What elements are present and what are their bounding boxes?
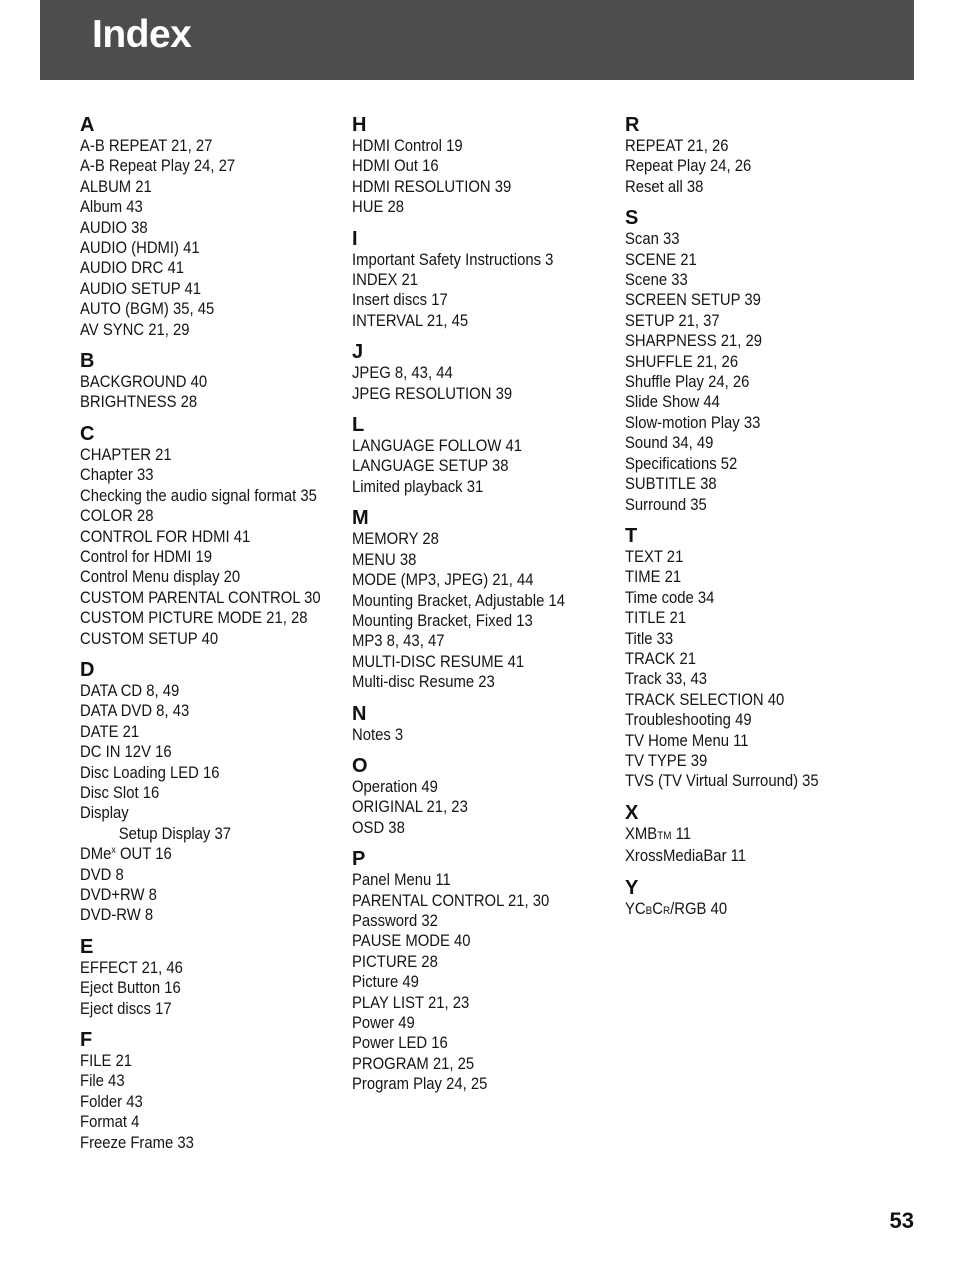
index-column-1	[80, 114, 348, 1163]
index-entry: PROGRAM 21, 25	[352, 1054, 475, 1073]
index-entry: File 43	[80, 1072, 125, 1091]
index-entry: Important Safety Instructions 3	[352, 250, 554, 269]
index-entry: Scan 33	[625, 230, 680, 249]
index-entry: A-B Repeat Play 24, 27	[80, 157, 236, 176]
index-group-m	[352, 507, 620, 692]
index-group-f	[80, 1029, 348, 1153]
index-entry: TIME 21	[625, 568, 682, 587]
index-group-r	[625, 114, 893, 197]
index-entry: Power 49	[352, 1014, 415, 1032]
index-entry: Notes 3	[352, 725, 404, 744]
entry-text: 11	[671, 824, 692, 843]
page-number: 53	[889, 1208, 914, 1233]
index-column-2	[352, 114, 620, 1105]
index-entry: MP3 8, 43, 47	[352, 632, 445, 651]
index-letter-heading: F	[80, 1029, 93, 1052]
entry-text: C	[652, 899, 663, 918]
index-entry: Scene 33	[625, 271, 688, 290]
index-group-h	[352, 114, 620, 218]
index-entry: Control for HDMI 19	[80, 547, 213, 566]
index-entry: Panel Menu 11	[352, 871, 451, 890]
index-entry: Eject Button 16	[80, 979, 181, 998]
index-letter-heading: J	[352, 341, 364, 364]
index-entry: Insert discs 17	[352, 291, 448, 310]
index-entry: Surround 35	[625, 495, 707, 514]
index-entry: TV TYPE 39	[625, 751, 708, 770]
index-entry: EFFECT 21, 46	[80, 958, 183, 977]
index-entry: DVD+RW 8	[80, 886, 157, 904]
index-group-x	[625, 802, 893, 867]
index-entry: HDMI Out 16	[352, 157, 439, 176]
index-letter-heading: H	[352, 114, 367, 136]
entry-text: OUT 16	[115, 845, 172, 864]
index-entry: Picture 49	[352, 973, 419, 992]
index-letter-heading: A	[80, 114, 95, 136]
index-entry: Reset all 38	[625, 177, 704, 196]
index-entry: TRACK 21	[625, 649, 696, 668]
index-group-t	[625, 525, 893, 792]
index-entry: TV Home Menu 11	[625, 731, 749, 750]
index-entry: BRIGHTNESS 28	[80, 393, 198, 412]
index-entry	[625, 824, 866, 846]
index-entry: DATA DVD 8, 43	[80, 702, 190, 721]
index-letter-heading: E	[80, 935, 94, 958]
index-entry	[625, 899, 866, 921]
index-group-d	[80, 659, 348, 926]
index-letter-heading: O	[352, 754, 368, 777]
index-entry: Format 4	[80, 1113, 140, 1132]
index-entry: Title 33	[625, 629, 674, 648]
index-entry: Troubleshooting 49	[625, 711, 752, 730]
index-entry: PLAY LIST 21, 23	[352, 993, 470, 1012]
index-group-o	[352, 755, 620, 838]
index-entry: FILE 21	[80, 1052, 133, 1071]
index-entry: A-B REPEAT 21, 27	[80, 137, 213, 155]
index-entry: DVD-RW 8	[80, 906, 154, 925]
entry-text: YC	[625, 899, 646, 918]
index-letter-heading: D	[80, 658, 95, 681]
index-group-l	[352, 414, 620, 497]
index-column-3	[625, 114, 893, 931]
page-title: Index	[92, 13, 192, 56]
index-entry: Slow-motion Play 33	[625, 413, 761, 432]
index-letter-heading: N	[352, 702, 367, 725]
index-group-b	[80, 350, 348, 413]
index-letter-heading: P	[352, 848, 366, 871]
index-entry: DATE 21	[80, 722, 140, 741]
index-entry: TRACK SELECTION 40	[625, 690, 785, 709]
index-entry: Display	[80, 804, 129, 823]
index-entry: AUDIO SETUP 41	[80, 279, 202, 298]
index-entry: CUSTOM PARENTAL CONTROL 30	[80, 588, 321, 607]
index-entry: XrossMediaBar 11	[625, 847, 747, 866]
index-entry: Program Play 24, 25	[352, 1075, 488, 1094]
entry-text: XMB	[625, 824, 658, 843]
index-entry: Disc Loading LED 16	[80, 763, 220, 782]
entry-text: DMe	[80, 845, 112, 864]
entry-superscript: x	[111, 845, 116, 857]
index-entry: Album 43	[80, 198, 143, 217]
index-group-s	[625, 207, 893, 515]
index-group-j	[352, 341, 620, 404]
entry-text: /RGB 40	[670, 899, 728, 918]
index-entry: Mounting Bracket, Fixed 13	[352, 611, 533, 630]
index-entry: Track 33, 43	[625, 670, 707, 689]
index-entry: COLOR 28	[80, 507, 154, 526]
index-entry: DATA CD 8, 49	[80, 681, 180, 700]
index-entry: Chapter 33	[80, 466, 154, 485]
index-entry: Time code 34	[625, 588, 715, 607]
index-group-y	[625, 877, 893, 921]
index-entry: CUSTOM SETUP 40	[80, 629, 219, 648]
index-entry: MENU 38	[352, 550, 417, 569]
index-entry: Operation 49	[352, 777, 438, 796]
index-group-e	[80, 936, 348, 1019]
index-entry: MODE (MP3, JPEG) 21, 44	[352, 571, 534, 590]
index-entry: AUDIO DRC 41	[80, 259, 184, 278]
index-entry	[80, 844, 321, 864]
index-entry: LANGUAGE FOLLOW 41	[352, 437, 523, 456]
index-entry: Mounting Bracket, Adjustable 14	[352, 591, 565, 610]
index-letter-heading: S	[625, 207, 639, 230]
entry-text: B	[645, 904, 653, 917]
index-entry: AUDIO (HDMI) 41	[80, 239, 200, 258]
index-letter-heading: R	[625, 114, 640, 136]
index-entry: Control Menu display 20	[80, 568, 241, 587]
index-entry: PAUSE MODE 40	[352, 932, 471, 951]
index-entry: PICTURE 28	[352, 952, 438, 971]
index-entry: JPEG 8, 43, 44	[352, 364, 453, 383]
index-entry: Specifications 52	[625, 454, 738, 473]
entry-text: R	[662, 904, 671, 917]
index-entry: HDMI RESOLUTION 39	[352, 177, 512, 196]
index-entry: Repeat Play 24, 26	[625, 157, 752, 176]
index-letter-heading: X	[625, 801, 639, 824]
index-entry: SHUFFLE 21, 26	[625, 352, 739, 371]
index-entry: AV SYNC 21, 29	[80, 320, 190, 339]
index-entry: Sound 34, 49	[625, 434, 714, 453]
index-entry: Eject discs 17	[80, 999, 172, 1018]
index-entry: AUTO (BGM) 35, 45	[80, 300, 215, 319]
index-letter-heading: C	[80, 422, 95, 445]
index-entry: INTERVAL 21, 45	[352, 311, 469, 330]
index-entry: SHARPNESS 21, 29	[625, 332, 763, 351]
index-entry: SETUP 21, 37	[625, 311, 720, 330]
index-entry: Power LED 16	[352, 1034, 448, 1053]
index-entry: DC IN 12V 16	[80, 743, 172, 762]
index-entry: Freeze Frame 33	[80, 1133, 194, 1152]
index-entry: Folder 43	[80, 1092, 143, 1111]
index-entry: INDEX 21	[352, 271, 419, 290]
index-entry: SCENE 21	[625, 250, 697, 269]
index-entry: Checking the audio signal format 35	[80, 486, 317, 505]
index-letter-heading: B	[80, 350, 95, 373]
trademark-mark: TM	[657, 829, 672, 842]
index-entry: HDMI Control 19	[352, 137, 463, 155]
index-entry: Disc Slot 16	[80, 783, 160, 802]
index-entry: SUBTITLE 38	[625, 475, 717, 494]
index-entry: SCREEN SETUP 39	[625, 291, 761, 310]
index-group-a	[80, 114, 348, 340]
index-entry: Limited playback 31	[352, 477, 484, 496]
index-entry: CONTROL FOR HDMI 41	[80, 527, 251, 546]
index-entry: LANGUAGE SETUP 38	[352, 457, 509, 476]
index-entry: ALBUM 21	[80, 177, 152, 196]
index-entry: BACKGROUND 40	[80, 373, 208, 392]
index-letter-heading: I	[352, 227, 358, 250]
index-entry: JPEG RESOLUTION 39	[352, 384, 513, 403]
index-entry: CUSTOM PICTURE MODE 21, 28	[80, 609, 308, 628]
index-letter-heading: M	[352, 507, 369, 530]
index-entry: TVS (TV Virtual Surround) 35	[625, 772, 819, 791]
index-entry: Slide Show 44	[625, 393, 720, 412]
index-entry: REPEAT 21, 26	[625, 137, 729, 155]
index-group-n	[352, 703, 620, 745]
index-entry: Shuffle Play 24, 26	[625, 373, 750, 392]
index-entry: DVD 8	[80, 865, 124, 884]
page-header	[40, 0, 914, 80]
index-entry: Multi-disc Resume 23	[352, 673, 495, 692]
index-entry: MULTI-DISC RESUME 41	[352, 652, 525, 671]
index-group-i	[352, 228, 620, 332]
index-letter-heading: L	[352, 414, 365, 437]
index-letter-heading: Y	[625, 876, 639, 899]
index-entry: CHAPTER 21	[80, 445, 172, 464]
index-entry: ORIGINAL 21, 23	[352, 798, 468, 817]
index-entry: OSD 38	[352, 818, 405, 837]
index-subentry: Setup Display 37	[118, 824, 231, 843]
index-entry: TEXT 21	[625, 547, 684, 566]
index-entry: PARENTAL CONTROL 21, 30	[352, 891, 550, 910]
index-group-p	[352, 848, 620, 1094]
index-entry: Password 32	[352, 911, 438, 930]
index-group-c	[80, 423, 348, 649]
index-entry: MEMORY 28	[352, 530, 439, 549]
index-letter-heading: T	[625, 524, 638, 547]
index-entry: TITLE 21	[625, 609, 687, 628]
index-entry: AUDIO 38	[80, 218, 148, 237]
index-entry: HUE 28	[352, 198, 405, 217]
